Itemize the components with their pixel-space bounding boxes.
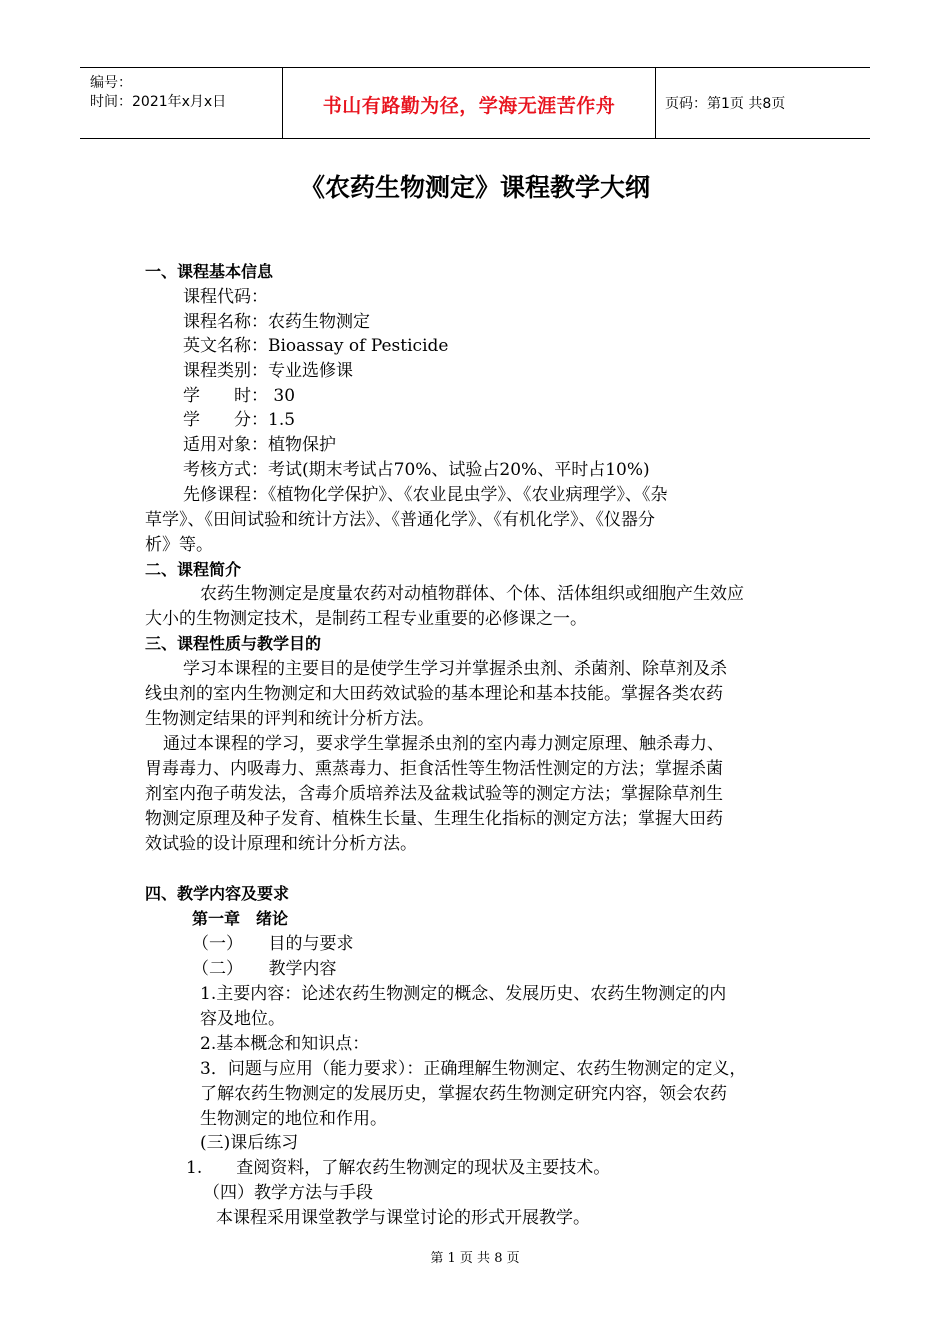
- section-heading-content: 四、教学内容及要求: [145, 884, 290, 903]
- section-heading-intro: 二、课程简介: [145, 560, 242, 579]
- course-hours: 学 时： 30: [183, 386, 296, 406]
- section-heading-basic-info: 一、课程基本信息: [145, 262, 274, 281]
- prerequisites-line: 析》等。: [145, 535, 213, 555]
- course-assessment: 考核方式：考试(期末考试占70%、试验占20%、平时占10%): [183, 460, 650, 480]
- course-target: 适用对象：植物保护: [183, 435, 336, 455]
- section-heading-purpose: 三、课程性质与教学目的: [145, 634, 322, 653]
- course-type: 课程类别：专业选修课: [183, 361, 353, 381]
- purpose-paragraph-line: 物测定原理及种子发育、植株生长量、生理生化指标的测定方法；掌握大田药: [145, 809, 723, 829]
- course-code: 课程代码：: [183, 287, 268, 307]
- document-header: [80, 67, 870, 139]
- subsection-heading: （四）教学方法与手段: [203, 1183, 373, 1203]
- purpose-paragraph-line: 剂室内孢子萌发法，含毒介质培养法及盆栽试验等的测定方法；掌握除草剂生: [145, 784, 723, 804]
- header-motto: 书山有路勤为径，学海无涯苦作舟: [322, 95, 616, 117]
- subsection-heading: （一） 目的与要求: [192, 934, 354, 954]
- header-motto-cell: [282, 68, 656, 138]
- prerequisites-line: 先修课程：《植物化学保护》、《农业昆虫学》、《农业病理学》、《杂: [183, 485, 668, 505]
- page-title: 《农药生物测定》课程教学大纲: [299, 173, 650, 202]
- purpose-paragraph-line: 通过本课程的学习，要求学生掌握杀虫剂的室内毒力测定原理、触杀毒力、: [163, 734, 724, 754]
- doc-date-label: 时间：2021年x月x日: [90, 94, 227, 110]
- course-name: 课程名称：农药生物测定: [183, 312, 370, 332]
- content-item-line: 1.主要内容：论述农药生物测定的概念、发展历史、农药生物测定的内: [200, 984, 727, 1004]
- chapter-heading: 第一章 绪论: [192, 909, 289, 928]
- purpose-paragraph-line: 学习本课程的主要目的是使学生学习并掌握杀虫剂、杀菌剂、除草剂及杀: [183, 659, 727, 679]
- course-english-name: 英文名称：Bioassay of Pesticide: [183, 336, 449, 356]
- doc-number-label: 编号：: [90, 75, 132, 91]
- page-footer: 第 1 页 共 8 页: [430, 1251, 520, 1266]
- exercise-item: 1. 查阅资料，了解农药生物测定的现状及主要技术。: [186, 1158, 611, 1178]
- purpose-paragraph-line: 效试验的设计原理和统计分析方法。: [145, 834, 417, 854]
- method-text: 本课程采用课堂教学与课堂讨论的形式开展教学。: [216, 1208, 590, 1228]
- content-item-line: 容及地位。: [200, 1009, 285, 1029]
- header-page-cell: [655, 68, 870, 138]
- subsection-heading: （二） 教学内容: [192, 959, 337, 979]
- content-item-line: 了解农药生物测定的发展历史，掌握农药生物测定研究内容，领会农药: [200, 1084, 727, 1104]
- prerequisites-line: 草学》、《田间试验和统计方法》、《普通化学》、《有机化学》、《仪器分: [145, 510, 655, 530]
- header-meta-cell: [80, 68, 282, 138]
- intro-paragraph-line: 大小的生物测定技术，是制药工程专业重要的必修课之一。: [145, 609, 587, 629]
- course-credits: 学 分：1.5: [183, 410, 296, 430]
- header-page-info: 页码：第1页 共8页: [665, 96, 786, 112]
- content-item-line: 2.基本概念和知识点：: [200, 1034, 370, 1054]
- subsection-heading: (三)课后练习: [200, 1133, 299, 1153]
- purpose-paragraph-line: 线虫剂的室内生物测定和大田药效试验的基本理论和基本技能。掌握各类农药: [145, 684, 723, 704]
- intro-paragraph-line: 农药生物测定是度量农药对动植物群体、个体、活体组织或细胞产生效应: [200, 584, 744, 604]
- purpose-paragraph-line: 生物测定结果的评判和统计分析方法。: [145, 709, 434, 729]
- content-item-line: 3．问题与应用（能力要求）：正确理解生物测定、农药生物测定的定义，: [200, 1059, 747, 1079]
- content-item-line: 生物测定的地位和作用。: [200, 1109, 387, 1129]
- purpose-paragraph-line: 胃毒毒力、内吸毒力、熏蒸毒力、拒食活性等生物活性测定的方法；掌握杀菌: [145, 759, 723, 779]
